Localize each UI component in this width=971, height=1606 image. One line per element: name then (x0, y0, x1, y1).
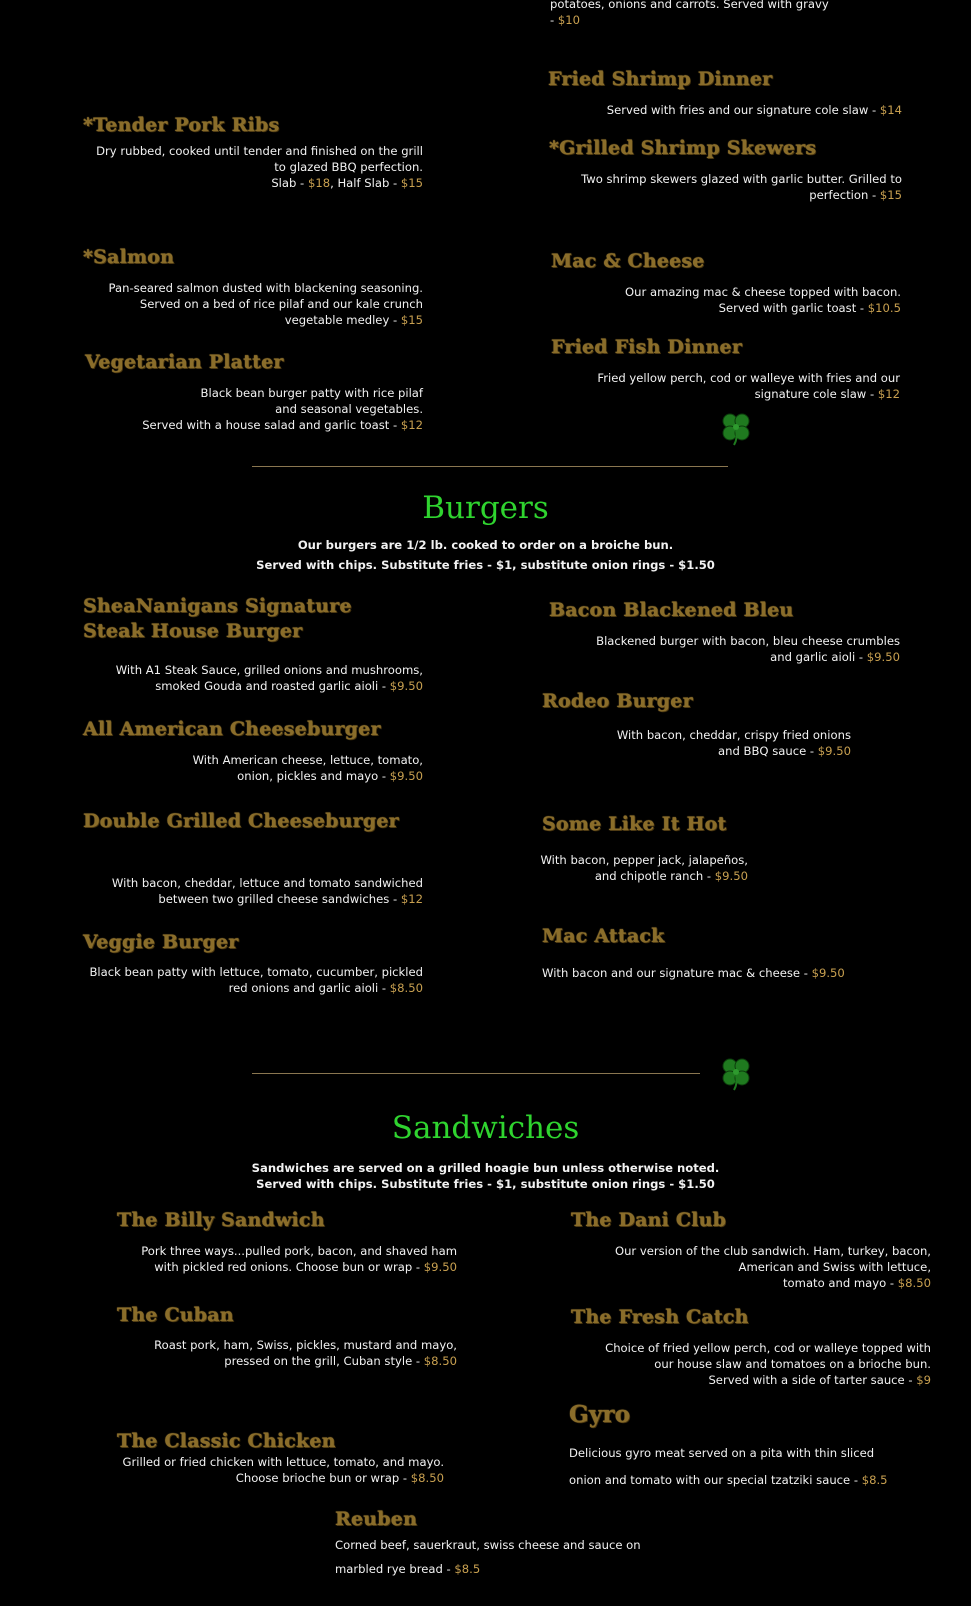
item-title: The Dani Club (571, 1209, 727, 1231)
item-title: The Fresh Catch (571, 1306, 749, 1328)
item-description: Blackened burger with bacon, bleu cheese crumbles and garlic aioli - $9.50 (596, 634, 900, 664)
item-description: With bacon, cheddar, crispy fried onions and BBQ sauce - $9.50 (616, 728, 851, 758)
item-description: Dry rubbed, cooked until tender and finished on the grill to glazed BBQ perfection. Slab - $18, Half Slab - $15 (96, 144, 423, 190)
item-description: Fried yellow perch, cod or walleye with fries and our signature cole slaw - $12 (597, 371, 900, 401)
item-title: Mac & Cheese (551, 250, 705, 272)
price: $8.50 (897, 1276, 931, 1290)
price: $9.50 (389, 679, 423, 693)
price: $8.50 (423, 1354, 457, 1368)
price: $9 (916, 1373, 931, 1387)
item-description: With bacon and our signature mac & cheese - $9.50 (542, 966, 845, 980)
item-description: Black bean burger patty with rice pilaf and seasonal vegetables. Served with a house salad and garlic toast - $12 (142, 386, 423, 432)
price: $8.50 (410, 1471, 444, 1485)
price: $18 (307, 176, 331, 190)
item-title: *Grilled Shrimp Skewers (549, 137, 817, 159)
price: $9.50 (423, 1260, 457, 1274)
item-description: Pan-seared salmon dusted with blackening seasoning. Served on a bed of rice pilaf and our kale crunch vegetable medley - $15 (108, 281, 423, 327)
price: $12 (877, 387, 900, 401)
item-description: With bacon, cheddar, lettuce and tomato sandwiched between two grilled cheese sandwiches - $12 (111, 876, 423, 906)
item-title: SheaNanigans Signature Steak House Burger (83, 595, 352, 642)
section-title-burgers: Burgers (422, 490, 549, 526)
section-divider (252, 466, 728, 467)
item-title: Fried Shrimp Dinner (548, 68, 773, 90)
item-title: Gyro (569, 1401, 631, 1428)
item-title: *Salmon (83, 246, 175, 268)
item-title: The Classic Chicken (117, 1430, 336, 1452)
item-description: With bacon, pepper jack, jalapeños, and chipotle ranch - $9.50 (540, 853, 748, 883)
price: $14 (879, 103, 902, 117)
item-description: Choice of fried yellow perch, cod or walleye topped with our house slaw and tomatoes on a brioche bun. Served with a side of tarter sauce - $9 (605, 1341, 931, 1387)
price: $10.5 (867, 301, 901, 315)
item-description: With American cheese, lettuce, tomato, onion, pickles and mayo - $9.50 (192, 753, 423, 783)
section-title-sandwiches: Sandwiches (391, 1110, 580, 1146)
item-description: Our version of the club sandwich. Ham, turkey, bacon, American and Swiss with lettuce, tomato and mayo - $8.50 (614, 1244, 931, 1290)
price: $8.5 (454, 1562, 481, 1576)
section-intro: Sandwiches are served on a grilled hoagie bun unless otherwise noted. Served with chips. Substitute fries - $1, substitute onion rings - $1.50 (251, 1161, 720, 1191)
four-leaf-clover-icon (718, 1055, 754, 1091)
item-description: Two shrimp skewers glazed with garlic butter. Grilled to perfection - $15 (581, 172, 902, 202)
item-description: With A1 Steak Sauce, grilled onions and mushrooms, smoked Gouda and roasted garlic aioli - $9.50 (115, 663, 423, 693)
price: $9.50 (811, 966, 845, 980)
item-title: *Tender Pork Ribs (83, 114, 280, 136)
partial-item-description: potatoes, onions and carrots. Served with gravy - $10 (550, 0, 930, 28)
item-title: Vegetarian Platter (85, 351, 284, 373)
item-description: Served with fries and our signature cole slaw - $14 (606, 103, 902, 117)
price: $9.50 (389, 769, 423, 783)
item-title: Veggie Burger (83, 931, 239, 953)
item-description: Roast pork, ham, Swiss, pickles, mustard and mayo, pressed on the grill, Cuban style - $8.50 (154, 1338, 457, 1368)
item-title: Mac Attack (542, 925, 665, 947)
item-title: Rodeo Burger (542, 690, 693, 712)
item-description: Our amazing mac & cheese topped with bacon. Served with garlic toast - $10.5 (625, 285, 901, 315)
item-description: Grilled or fried chicken with lettuce, tomato, and mayo. Choose brioche bun or wrap - $8.50 (122, 1455, 444, 1485)
item-title: All American Cheeseburger (83, 718, 381, 740)
section-divider (252, 1073, 700, 1074)
price: $8.50 (389, 981, 423, 995)
item-title: Bacon Blackened Bleu (549, 599, 794, 621)
price: $9.50 (866, 650, 900, 664)
item-description: Pork three ways...pulled pork, bacon, and shaved ham with pickled red onions. Choose bun or wrap - $9.50 (141, 1244, 457, 1274)
price: $15 (879, 188, 902, 202)
item-title: Some Like It Hot (542, 813, 727, 835)
price: $15 (400, 176, 423, 190)
item-title: Reuben (335, 1508, 418, 1530)
price: $9.50 (817, 744, 851, 758)
description-line: potatoes, onions and carrots. Served with gravy (550, 0, 829, 11)
four-leaf-clover-icon (718, 410, 754, 446)
price: $15 (400, 313, 423, 327)
section-intro: Our burgers are 1/2 lb. cooked to order on a broiche bun. Served with chips. Substitute fries - $1, substitute onion rings - $1.50 (256, 538, 715, 572)
item-title: The Cuban (117, 1304, 234, 1326)
price: $9.50 (714, 869, 748, 883)
item-title: Fried Fish Dinner (551, 336, 743, 358)
price: $12 (400, 892, 423, 906)
item-description: Corned beef, sauerkraut, swiss cheese and sauce on marbled rye bread - $8.5 (335, 1538, 641, 1576)
item-title: Double Grilled Cheeseburger (83, 810, 399, 832)
price: $8.5 (861, 1473, 888, 1487)
price: $10 (557, 13, 581, 27)
item-description: Black bean patty with lettuce, tomato, cucumber, pickled red onions and garlic aioli - $8.50 (89, 965, 423, 995)
price: $12 (400, 418, 423, 432)
item-title: The Billy Sandwich (117, 1209, 325, 1231)
item-description: Delicious gyro meat served on a pita with thin sliced onion and tomato with our special tzatziki sauce - $8.5 (569, 1446, 888, 1487)
